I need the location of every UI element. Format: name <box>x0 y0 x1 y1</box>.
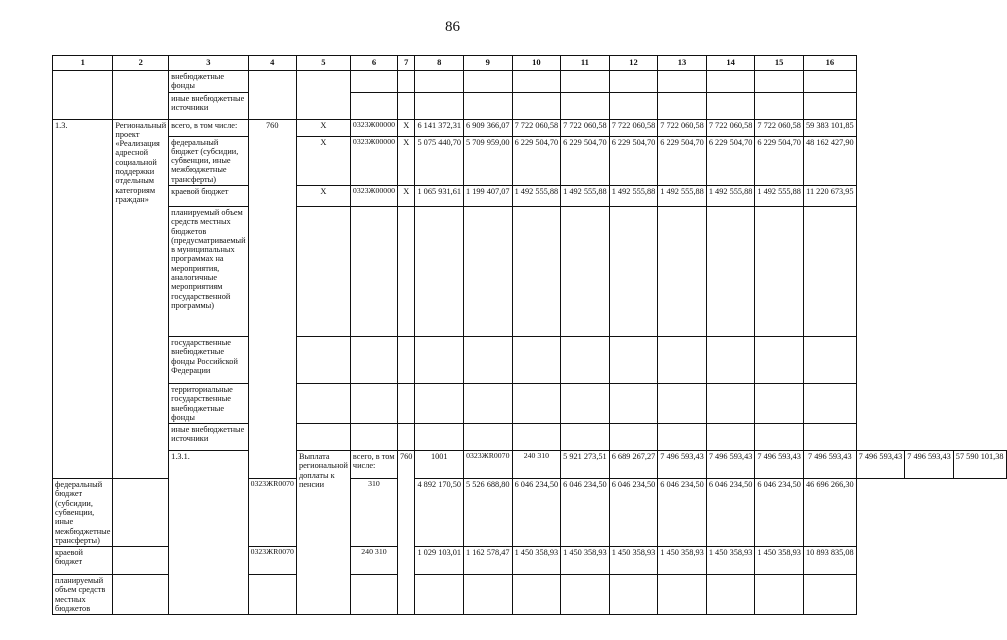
cell-value: 4 892 170,50 <box>415 479 464 547</box>
cell-x: Х <box>296 185 350 206</box>
cell-value: 1 492 555,88 <box>755 185 804 206</box>
cell-empty <box>296 336 350 383</box>
row-label: территориальные государственные внебюджетные фонды <box>169 383 248 423</box>
cell-empty <box>248 71 296 120</box>
cell-value: 6 229 504,70 <box>512 136 561 185</box>
column-number: 9 <box>464 56 513 71</box>
column-number: 3 <box>169 56 248 71</box>
cell-x: Х <box>398 119 415 136</box>
table-row <box>53 206 1007 336</box>
column-number-row <box>53 56 1007 71</box>
cell-empty <box>350 206 397 336</box>
cell-code: 0323Ж00000 <box>350 185 397 206</box>
cell-empty <box>415 71 464 93</box>
cell-empty <box>803 424 856 451</box>
cell-empty <box>415 575 464 615</box>
cell-empty <box>561 575 610 615</box>
cell-value: 1 450 358,93 <box>658 547 707 575</box>
cell-empty <box>803 71 856 93</box>
column-number: 4 <box>248 56 296 71</box>
cell-empty <box>512 92 561 119</box>
cell-value: 10 893 835,08 <box>803 547 856 575</box>
cell-value: 7 722 060,58 <box>561 119 610 136</box>
cell-value: 6 141 372,31 <box>415 119 464 136</box>
cell-value: 7 496 593,43 <box>856 451 905 479</box>
cell-empty <box>464 206 513 336</box>
cell-code: 0323ЖR0070 <box>248 479 296 547</box>
cell-empty <box>803 336 856 383</box>
cell-empty <box>415 92 464 119</box>
cell-empty <box>561 92 610 119</box>
cell-empty <box>512 424 561 451</box>
cell-empty <box>512 383 561 423</box>
cell-value: 7 722 060,58 <box>512 119 561 136</box>
row-label: государственные внебюджетные фонды Российской Федерации <box>169 336 248 383</box>
cell-empty <box>350 575 397 615</box>
cell-value: 1 162 578,47 <box>464 547 513 575</box>
cell-value: 6 046 234,50 <box>609 479 658 547</box>
cell-value: 7 496 593,43 <box>658 451 707 479</box>
cell-value: 7 496 593,43 <box>755 451 804 479</box>
table-row <box>53 424 1007 451</box>
cell-kvr: 240 310 <box>350 547 397 575</box>
cell-value: 1 492 555,88 <box>609 185 658 206</box>
cell-empty <box>464 383 513 423</box>
cell-x: Х <box>296 119 350 136</box>
cell-x: Х <box>398 185 415 206</box>
cell-x: Х <box>398 136 415 185</box>
cell-value: 1 450 358,93 <box>512 547 561 575</box>
cell-x: Х <box>296 136 350 185</box>
row-label: федеральный бюджет (субсидии, субвенции, иные межбюджетные трансферты) <box>53 479 113 547</box>
cell-empty <box>561 71 610 93</box>
cell-empty <box>53 71 113 120</box>
table-row <box>53 136 1007 185</box>
cell-value: 7 722 060,58 <box>755 119 804 136</box>
cell-value: 48 162 427,90 <box>803 136 856 185</box>
cell-empty <box>512 575 561 615</box>
cell-empty <box>609 71 658 93</box>
column-number: 8 <box>415 56 464 71</box>
cell-value: 6 689 267,27 <box>609 451 658 479</box>
row-label: краевой бюджет <box>53 547 113 575</box>
budget-table <box>52 55 1007 615</box>
cell-kvr: 240 310 <box>512 451 561 479</box>
cell-code: 0323ЖR0070 <box>248 547 296 575</box>
cell-empty <box>113 547 169 575</box>
cell-empty <box>464 71 513 93</box>
cell-empty <box>296 206 350 336</box>
cell-kvr: 310 <box>350 479 397 547</box>
cell-empty <box>658 336 707 383</box>
cell-empty <box>561 383 610 423</box>
cell-code: 0323Ж00000 <box>350 136 397 185</box>
cell-empty <box>296 424 350 451</box>
cell-value: 1 492 555,88 <box>706 185 755 206</box>
table-row <box>53 185 1007 206</box>
cell-empty <box>350 383 397 423</box>
section-number: 1.3. <box>53 119 113 479</box>
cell-value: 5 526 688,80 <box>464 479 513 547</box>
column-number: 12 <box>609 56 658 71</box>
cell-empty <box>609 424 658 451</box>
cell-empty <box>512 336 561 383</box>
row-label: всего, в том числе: <box>350 451 397 479</box>
column-number: 13 <box>658 56 707 71</box>
cell-empty <box>398 71 415 93</box>
cell-value: 6 229 504,70 <box>561 136 610 185</box>
cell-empty <box>464 424 513 451</box>
row-label: краевой бюджет <box>169 185 248 206</box>
cell-empty <box>113 479 169 547</box>
cell-empty <box>296 71 350 120</box>
column-number: 2 <box>113 56 169 71</box>
cell-code: 0323ЖR0070 <box>464 451 513 479</box>
cell-empty <box>398 336 415 383</box>
section-name: Региональный проект «Реализация адресной социальной поддержки отдельным категориям граждан» <box>113 119 169 479</box>
row-label: иные внебюджетные источники <box>169 92 248 119</box>
cell-value: 7 496 593,43 <box>706 451 755 479</box>
cell-empty <box>658 383 707 423</box>
cell-value: 6 046 234,50 <box>658 479 707 547</box>
cell-value: 6 046 234,50 <box>512 479 561 547</box>
cell-empty <box>755 424 804 451</box>
section-name: Выплата региональной доплаты к пенсии <box>296 451 350 615</box>
cell-value: 6 046 234,50 <box>755 479 804 547</box>
cell-value: 6 909 366,07 <box>464 119 513 136</box>
cell-empty <box>755 71 804 93</box>
cell-value: 1 492 555,88 <box>658 185 707 206</box>
cell-empty <box>398 383 415 423</box>
cell-empty <box>609 336 658 383</box>
cell-value: 5 709 959,00 <box>464 136 513 185</box>
cell-empty <box>706 575 755 615</box>
cell-col4: 760 <box>248 119 296 479</box>
row-label: иные внебюджетные источники <box>169 424 248 451</box>
cell-empty <box>464 575 513 615</box>
cell-empty <box>658 71 707 93</box>
cell-empty <box>609 575 658 615</box>
cell-col5: 1001 <box>415 451 464 479</box>
cell-code: 0323Ж00000 <box>350 119 397 136</box>
cell-empty <box>113 575 169 615</box>
table-row <box>53 336 1007 383</box>
cell-value: 1 492 555,88 <box>561 185 610 206</box>
cell-empty <box>350 71 397 93</box>
table-row <box>53 119 1007 136</box>
cell-value: 59 383 101,85 <box>803 119 856 136</box>
cell-value: 1 065 931,61 <box>415 185 464 206</box>
cell-empty <box>609 383 658 423</box>
cell-value: 7 722 060,58 <box>658 119 707 136</box>
row-label: федеральный бюджет (субсидии, субвенции, иные межбюджетные трансферты) <box>169 136 248 185</box>
cell-empty <box>464 336 513 383</box>
cell-value: 6 229 504,70 <box>755 136 804 185</box>
cell-empty <box>706 336 755 383</box>
table-row <box>53 92 1007 119</box>
cell-empty <box>296 383 350 423</box>
row-label: внебюджетные фонды <box>169 71 248 93</box>
column-number: 1 <box>53 56 113 71</box>
cell-value: 7 722 060,58 <box>609 119 658 136</box>
column-number: 14 <box>706 56 755 71</box>
cell-empty <box>415 383 464 423</box>
cell-empty <box>706 71 755 93</box>
row-label: планируемый объем средств местных бюджетов (предусматриваемый в муниципальных программах на мероприятия, аналогичные мероприятиям государственной программы) <box>169 206 248 336</box>
cell-value: 6 229 504,70 <box>706 136 755 185</box>
cell-value: 5 075 440,70 <box>415 136 464 185</box>
cell-empty <box>803 92 856 119</box>
cell-empty <box>755 575 804 615</box>
cell-value: 6 229 504,70 <box>658 136 707 185</box>
column-number: 10 <box>512 56 561 71</box>
cell-empty <box>658 92 707 119</box>
cell-empty <box>512 206 561 336</box>
cell-empty <box>398 424 415 451</box>
table-row <box>53 383 1007 423</box>
column-number: 16 <box>803 56 856 71</box>
cell-value: 1 492 555,88 <box>512 185 561 206</box>
cell-empty <box>755 92 804 119</box>
cell-empty <box>658 575 707 615</box>
cell-value: 1 450 358,93 <box>561 547 610 575</box>
cell-value: 1 199 407,07 <box>464 185 513 206</box>
cell-value: 7 722 060,58 <box>706 119 755 136</box>
cell-value: 57 590 101,38 <box>953 451 1006 479</box>
cell-value: 1 450 358,93 <box>755 547 804 575</box>
cell-value: 1 450 358,93 <box>609 547 658 575</box>
cell-value: 46 696 266,30 <box>803 479 856 547</box>
cell-empty <box>398 206 415 336</box>
cell-empty <box>350 92 397 119</box>
table-row <box>53 451 1007 479</box>
cell-value: 6 046 234,50 <box>561 479 610 547</box>
cell-empty <box>561 336 610 383</box>
cell-col4: 760 <box>398 451 415 615</box>
cell-empty <box>658 206 707 336</box>
cell-value: 7 496 593,43 <box>905 451 954 479</box>
column-number: 5 <box>296 56 350 71</box>
cell-value: 6 046 234,50 <box>706 479 755 547</box>
column-number: 6 <box>350 56 397 71</box>
cell-empty <box>464 92 513 119</box>
cell-empty <box>609 206 658 336</box>
cell-empty <box>755 206 804 336</box>
cell-empty <box>803 383 856 423</box>
cell-empty <box>350 336 397 383</box>
cell-value: 6 229 504,70 <box>609 136 658 185</box>
cell-empty <box>803 206 856 336</box>
cell-empty <box>415 206 464 336</box>
cell-empty <box>398 92 415 119</box>
cell-value: 7 496 593,43 <box>803 451 856 479</box>
cell-empty <box>350 424 397 451</box>
cell-empty <box>658 424 707 451</box>
cell-empty <box>706 206 755 336</box>
cell-empty <box>706 92 755 119</box>
cell-empty <box>755 383 804 423</box>
column-number: 11 <box>561 56 610 71</box>
column-number: 7 <box>398 56 415 71</box>
cell-empty <box>248 575 296 615</box>
cell-empty <box>512 71 561 93</box>
cell-value: 1 029 103,01 <box>415 547 464 575</box>
cell-empty <box>415 424 464 451</box>
cell-empty <box>755 336 804 383</box>
page-number: 86 <box>445 19 460 35</box>
cell-empty <box>803 575 856 615</box>
cell-empty <box>706 383 755 423</box>
cell-empty <box>561 424 610 451</box>
cell-empty <box>561 206 610 336</box>
cell-empty <box>609 92 658 119</box>
cell-empty <box>706 424 755 451</box>
section-number: 1.3.1. <box>169 451 248 615</box>
cell-empty <box>113 71 169 120</box>
row-label: планируемый объем средств местных бюджетов <box>53 575 113 615</box>
row-label: всего, в том числе: <box>169 119 248 136</box>
cell-empty <box>415 336 464 383</box>
cell-value: 5 921 273,51 <box>561 451 610 479</box>
cell-value: 1 450 358,93 <box>706 547 755 575</box>
column-number: 15 <box>755 56 804 71</box>
table-row <box>53 71 1007 93</box>
cell-value: 11 220 673,95 <box>803 185 856 206</box>
